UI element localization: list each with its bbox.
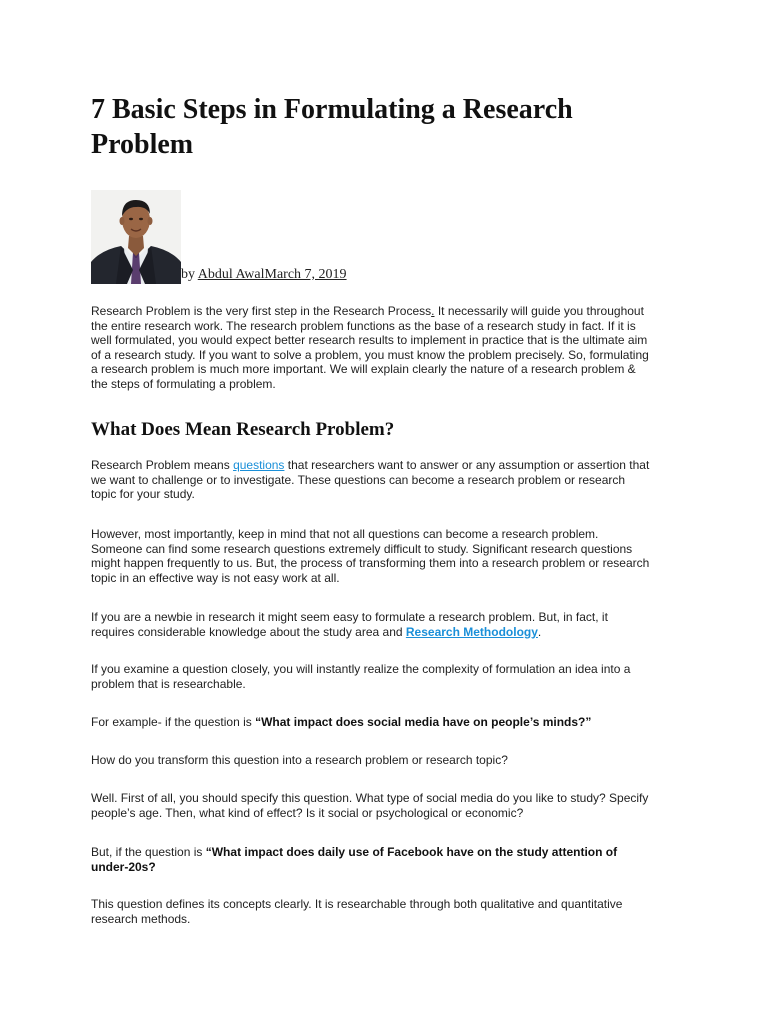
p2-line-4: topic in an effective way is not easy work at all.	[91, 570, 340, 585]
p9-line-1: This question defines its concepts clearly. It is researchable through both qualitative and quantitative	[91, 897, 623, 911]
intro-line-4: of a research study. If you want to solve a problem, you must know the problem precisely. So, formulating	[91, 347, 649, 362]
article-title-line-1: 7 Basic Steps in Formulating a Research	[91, 94, 573, 125]
p2-line-2: Someone can find some research questions extremely difficult to study. Significant research questions	[91, 541, 633, 556]
intro-line-3: well formulated, you would expect better research results to implement in practice that is the ultimate aim	[91, 333, 648, 347]
p8-quote-line-1: “What impact does daily use of Facebook have on the study attention of	[205, 845, 618, 859]
byline	[181, 267, 347, 283]
p4-line-1: If you examine a question closely, you will instantly realize the complexity of formulation an idea into a	[91, 662, 631, 676]
p8-quote-line-2: under-20s?	[91, 859, 156, 874]
intro-line-1a: Research Problem is the very first step in the Research Process	[91, 304, 432, 318]
article-title	[91, 92, 651, 162]
p1-line-3: topic for your study.	[91, 487, 195, 501]
p3-line-1: If you are a newbie in research it might seem easy to formulate a research problem. But, in fact, it	[91, 610, 608, 624]
p2-line-1: However, most importantly, keep in mind that not all questions can become a research problem.	[91, 527, 599, 541]
p5-line-1	[91, 715, 691, 730]
paragraph-8	[91, 845, 691, 874]
p9-line-2: research methods.	[91, 911, 191, 926]
paragraph-5	[91, 715, 691, 730]
intro-line-6: the steps of formulating a problem.	[91, 376, 276, 391]
p3-line-2b: .	[537, 624, 542, 639]
p1-line-1a: Research Problem means	[91, 458, 234, 472]
p3-line-2a: requires considerable knowledge about the study area and	[91, 624, 406, 639]
author-link[interactable]: Abdul Awal	[197, 267, 265, 282]
p4-line-2: problem that is researchable.	[91, 676, 246, 691]
questions-link[interactable]: questions	[233, 458, 285, 472]
p1-line-1	[91, 458, 691, 473]
intro-line-1	[91, 304, 691, 319]
p5-quote: “What impact does social media have on people’s minds?”	[255, 715, 592, 729]
research-process-link[interactable]: .	[431, 304, 435, 318]
p8-prefix: But, if the question is	[91, 845, 206, 859]
article-title-line-2: Problem	[91, 129, 194, 160]
p5-prefix: For example- if the question is	[91, 715, 256, 729]
author-photo-illustration	[91, 190, 181, 284]
p8-line-1	[91, 845, 691, 860]
intro-line-5: a research problem is much more important. We will explain clearly the nature of a research problem &	[91, 362, 636, 376]
paragraph-7	[91, 791, 691, 820]
paragraph-2	[91, 527, 691, 585]
author-row	[91, 190, 347, 284]
author-photo	[91, 190, 181, 284]
intro-paragraph	[91, 304, 691, 391]
p7-line-2: people’s age. Then, what kind of effect? Is it social or psychological or economic?	[91, 805, 524, 820]
p3-line-2	[91, 625, 691, 640]
p7-line-1: Well. First of all, you should specify this question. What type of social media do you like to study? Specify	[91, 791, 649, 805]
p1-line-2: we want to challenge or to investigate. These questions can become a research problem or research	[91, 472, 626, 487]
paragraph-4	[91, 662, 691, 691]
intro-line-2: the entire research work. The research problem functions as the base of a research study in fact. If it is	[91, 318, 636, 333]
research-methodology-link[interactable]: Research Methodology	[405, 624, 538, 639]
paragraph-6	[91, 753, 691, 768]
p1-line-1b: that researchers want to answer or any assumption or assertion that	[284, 458, 650, 472]
paragraph-1	[91, 458, 691, 502]
byline-prefix: by	[181, 267, 198, 282]
paragraph-9	[91, 897, 691, 926]
p6-line-1: How do you transform this question into a research problem or research topic?	[91, 753, 508, 767]
paragraph-3	[91, 610, 691, 639]
p2-line-3: might happen frequently to us. But, the process of transforming them into a research problem or research	[91, 556, 650, 570]
date-link[interactable]: March 7, 2019	[264, 267, 347, 282]
section-heading: What Does Mean Research Problem?	[91, 419, 395, 440]
intro-line-1b: It necessarily will guide you throughout	[434, 304, 644, 318]
